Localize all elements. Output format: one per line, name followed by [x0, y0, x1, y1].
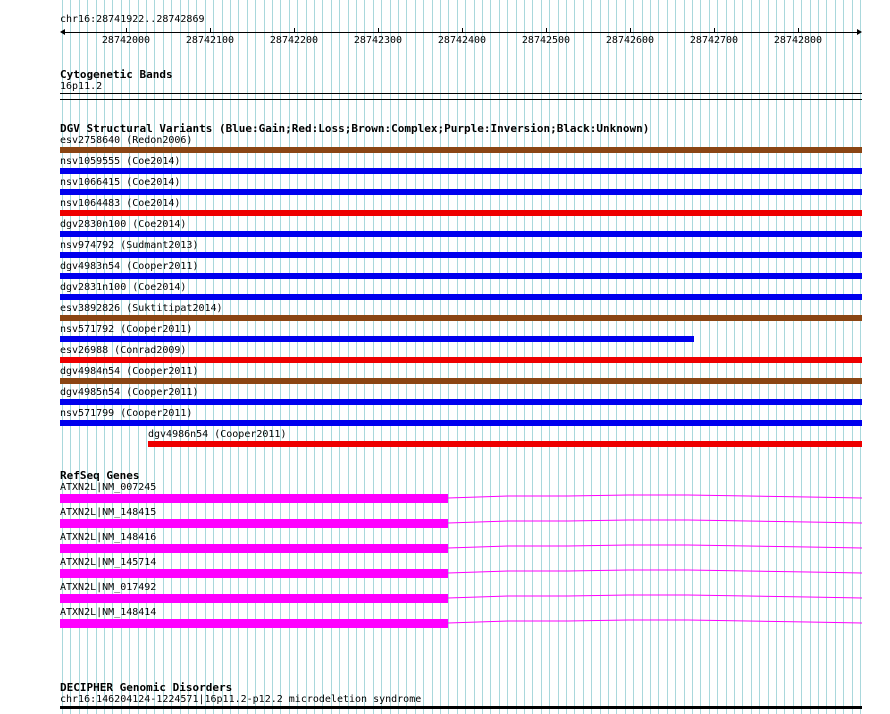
refseq-transcript-label[interactable]: ATXN2L|NM_148414 — [60, 607, 157, 618]
ruler-tick-label: 28742500 — [521, 35, 571, 46]
ruler-tick — [126, 28, 127, 33]
refseq-transcript-label[interactable]: ATXN2L|NM_007245 — [60, 482, 157, 493]
decipher-feature-bar[interactable] — [60, 706, 862, 709]
dgv-feature-label[interactable]: nsv1059555 (Coe2014) — [60, 156, 181, 167]
ruler-tick-label: 28742800 — [773, 35, 823, 46]
refseq-transcript-label[interactable]: ATXN2L|NM_145714 — [60, 557, 157, 568]
dgv-feature-label[interactable]: esv26988 (Conrad2009) — [60, 345, 187, 356]
dgv-feature-bar[interactable] — [60, 378, 862, 384]
dgv-feature-bar[interactable] — [60, 147, 862, 153]
ruler-tick — [546, 28, 547, 33]
dgv-feature-bar[interactable] — [60, 189, 862, 195]
dgv-feature-label[interactable]: nsv974792 (Sudmant2013) — [60, 240, 199, 251]
ruler-tick — [630, 28, 631, 33]
dgv-feature-bar[interactable] — [60, 357, 862, 363]
dgv-feature-bar[interactable] — [60, 336, 694, 342]
refseq-transcript-label[interactable]: ATXN2L|NM_148416 — [60, 532, 157, 543]
dgv-feature-label[interactable]: nsv1066415 (Coe2014) — [60, 177, 181, 188]
dgv-feature-label[interactable]: nsv571792 (Cooper2011) — [60, 324, 193, 335]
ruler-tick — [462, 28, 463, 33]
dgv-feature-label[interactable]: nsv1064483 (Coe2014) — [60, 198, 181, 209]
ruler-tick — [714, 28, 715, 33]
refseq-exon-block[interactable] — [60, 594, 448, 603]
ruler-tick — [294, 28, 295, 33]
dgv-feature-label[interactable]: dgv4984n54 (Cooper2011) — [60, 366, 199, 377]
ruler-tick — [210, 28, 211, 33]
cytogenetic-bands-track-title: Cytogenetic Bands — [60, 68, 173, 81]
refseq-exon-block[interactable] — [60, 544, 448, 553]
dgv-feature-bar[interactable] — [60, 168, 862, 174]
refseq-intron-line[interactable] — [448, 519, 862, 527]
refseq-track-title: RefSeq Genes — [60, 469, 140, 482]
dgv-feature-bar[interactable] — [60, 420, 862, 426]
track-divider — [60, 99, 862, 100]
dgv-feature-label[interactable]: dgv4986n54 (Cooper2011) — [148, 429, 287, 440]
ruler-right-arrow-icon — [857, 29, 862, 35]
ruler-axis — [62, 32, 860, 33]
dgv-feature-bar[interactable] — [148, 441, 862, 447]
ruler-tick-label: 28742200 — [269, 35, 319, 46]
refseq-intron-line[interactable] — [448, 594, 862, 602]
refseq-exon-block[interactable] — [60, 494, 448, 503]
cytoband-label: 16p11.2 — [60, 81, 103, 92]
refseq-transcript-label[interactable]: ATXN2L|NM_017492 — [60, 582, 157, 593]
decipher-feature-label[interactable]: chr16:146204124-1224571|16p11.2-p12.2 microdeletion syndrome — [60, 694, 422, 705]
dgv-feature-bar[interactable] — [60, 399, 862, 405]
dgv-feature-bar[interactable] — [60, 294, 862, 300]
refseq-exon-block[interactable] — [60, 619, 448, 628]
ruler-tick-label: 28742300 — [353, 35, 403, 46]
dgv-feature-bar[interactable] — [60, 252, 862, 258]
dgv-feature-bar[interactable] — [60, 315, 862, 321]
ruler-tick-label: 28742000 — [101, 35, 151, 46]
dgv-feature-label[interactable]: dgv2830n100 (Coe2014) — [60, 219, 187, 230]
ruler-tick-label: 28742600 — [605, 35, 655, 46]
dgv-feature-label[interactable]: nsv571799 (Cooper2011) — [60, 408, 193, 419]
dgv-track-title: DGV Structural Variants (Blue:Gain;Red:Loss;Brown:Complex;Purple:Inversion;Black:Unknown) — [60, 122, 650, 135]
refseq-exon-block[interactable] — [60, 569, 448, 578]
ruler-tick — [378, 28, 379, 33]
refseq-intron-line[interactable] — [448, 544, 862, 552]
dgv-feature-bar[interactable] — [60, 273, 862, 279]
locus-label: chr16:28741922..28742869 — [60, 14, 205, 25]
ruler-tick-label: 28742100 — [185, 35, 235, 46]
refseq-intron-line[interactable] — [448, 494, 862, 502]
dgv-feature-bar[interactable] — [60, 231, 862, 237]
dgv-feature-label[interactable]: esv3892826 (Suktitipat2014) — [60, 303, 223, 314]
ruler-tick-label: 28742700 — [689, 35, 739, 46]
refseq-intron-line[interactable] — [448, 619, 862, 627]
refseq-intron-line[interactable] — [448, 569, 862, 577]
dgv-feature-label[interactable]: esv2758640 (Redon2006) — [60, 135, 193, 146]
dgv-feature-label[interactable]: dgv4983n54 (Cooper2011) — [60, 261, 199, 272]
ruler-tick — [798, 28, 799, 33]
ruler-tick-label: 28742400 — [437, 35, 487, 46]
refseq-transcript-label[interactable]: ATXN2L|NM_148415 — [60, 507, 157, 518]
dgv-feature-label[interactable]: dgv4985n54 (Cooper2011) — [60, 387, 199, 398]
refseq-exon-block[interactable] — [60, 519, 448, 528]
dgv-feature-label[interactable]: dgv2831n100 (Coe2014) — [60, 282, 187, 293]
dgv-feature-bar[interactable] — [60, 210, 862, 216]
cytoband-bar — [60, 93, 862, 94]
decipher-track-title: DECIPHER Genomic Disorders — [60, 681, 233, 694]
